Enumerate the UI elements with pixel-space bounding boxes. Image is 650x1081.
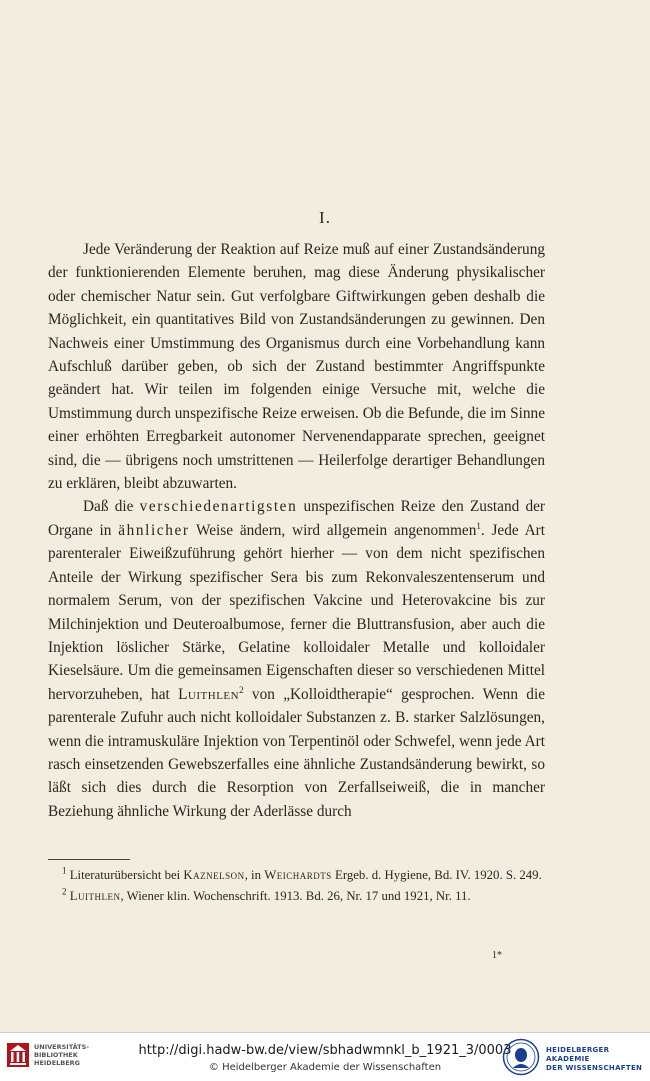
author-name: Kaznelson: [183, 868, 245, 882]
emphasized-text: verschiedenartigsten: [139, 498, 298, 516]
footnote-marker: 1: [476, 520, 481, 531]
permalink-url[interactable]: http://digi.hadw-bw.de/view/sbhadwmnkl_b_1921_3/0003: [138, 1043, 512, 1058]
footnote-2: [48, 887, 545, 906]
page-number: 1*: [492, 950, 502, 961]
emphasized-text: ähnlicher: [118, 521, 190, 539]
viewer-footer: [0, 1032, 650, 1081]
academy-seal-icon: [502, 1038, 540, 1076]
text-run: Jede Veränderung der Reaktion auf Reize muß auf einer Zustandsänderung der funktionierenden Elemente beruhen, mag diese Änderung physikalischer oder chemischer Natur sein. Gut verfolgbare Giftwirkungen geben deshalb die Möglichkeit, ein quantitatives Bild von Zustandsänderungen zu gewinnen. Den Nachweis einer Umstimmung des Organismus durch eine Vorbehandlung kann Aufschluß darüber geben, ob sich der Zustand bestimmter Angriffspunkte geändert hat. Wir teilen im folgenden einige Versuche mit, welche die Umstimmung durch unspezifische Reize erweisen. Ob die Befunde, die im Sinne einer erhöhten Erregbarkeit autonomer Nervenendapparate sprechen, geeignet sind, die — übrigens noch umstrittenen — Heilerfolge derartiger Behandlungen zu erklären, bleibt abzuwarten.: [48, 241, 545, 493]
text-run: Ergeb. d. Hygiene, Bd. IV. 1920. S. 249.: [331, 868, 542, 882]
text-run: Weise ändern, wird allgemein angenommen: [189, 521, 477, 539]
text-run: Daß die: [83, 498, 140, 516]
section-heading: I.: [319, 208, 331, 227]
text-run: . Jede Art parenteraler Eiweißzuführung gehört hierher — von dem nicht spezifischen Anteile der Wirkung spezifischer Sera bis zum Rekonvaleszentenserum und normalem Serum, von der spezifischen Vakcine und Heterovakcine bis zur Milchinjektion und Deuteroalbumose, ferner die Bluttransfusion, aber auch die Injektion löslicher Stärke, Gelatine kolloidaler Metalle und kolloidaler Kieselsäure. Um die gemeinsamen Eigenschaften dieser so verschiedenen Mittel hervorzuheben, hat: [48, 521, 545, 703]
text-run: , in: [244, 868, 265, 882]
paragraph-2: [48, 495, 545, 823]
footnote-marker: 1: [62, 865, 67, 876]
ub-line-1: UNIVERSITÄTS-: [34, 1043, 89, 1051]
text-run: von „Kolloidtherapie“ gesprochen. Wenn die parenterale Zufuhr auch nicht kolloidaler Substanzen z. B. starker Salzlösungen, wenn die intramuskuläre Injektion von Terpentinöl oder Schwefel, wenn jede Art rasch einsetzenden Gewebszerfalles eine ähnliche Zustandsänderung bewirkt, so läßt sich dies durch die Resorption von Zerfallseiweiß, die in mancher Beziehung ähnliche Wirkung der Aderlässe durch: [48, 685, 545, 820]
author-name: Luithlen: [178, 685, 240, 703]
academy-name: [546, 1046, 650, 1073]
footnote-marker: 2: [62, 886, 67, 897]
copyright-notice: © Heidelberger Akademie der Wissenschaften: [208, 1062, 442, 1073]
academy-line-2: DER WISSENSCHAFTEN: [546, 1064, 643, 1072]
footnotes: [48, 866, 545, 907]
footnote-marker: 2: [239, 684, 244, 695]
body-text: [48, 238, 545, 823]
author-name: Luithlen: [69, 888, 121, 903]
footnote-divider: [48, 859, 130, 860]
paragraph-1: [48, 238, 545, 495]
footnote-1: [48, 866, 545, 885]
text-run: Literaturübersicht bei: [66, 868, 184, 882]
ub-line-3: HEIDELBERG: [34, 1059, 81, 1067]
author-name: Weichardts: [264, 868, 332, 882]
text-run: unspezifischen Reize den Zustand der Organe in: [48, 498, 545, 539]
text-run: , Wiener klin. Wochenschrift. 1913. Bd. 26, Nr. 17 und 1921, Nr. 11.: [120, 888, 471, 903]
academy-line-1: HEIDELBERGER AKADEMIE: [546, 1046, 610, 1063]
ub-line-2: BIBLIOTHEK: [34, 1051, 78, 1059]
